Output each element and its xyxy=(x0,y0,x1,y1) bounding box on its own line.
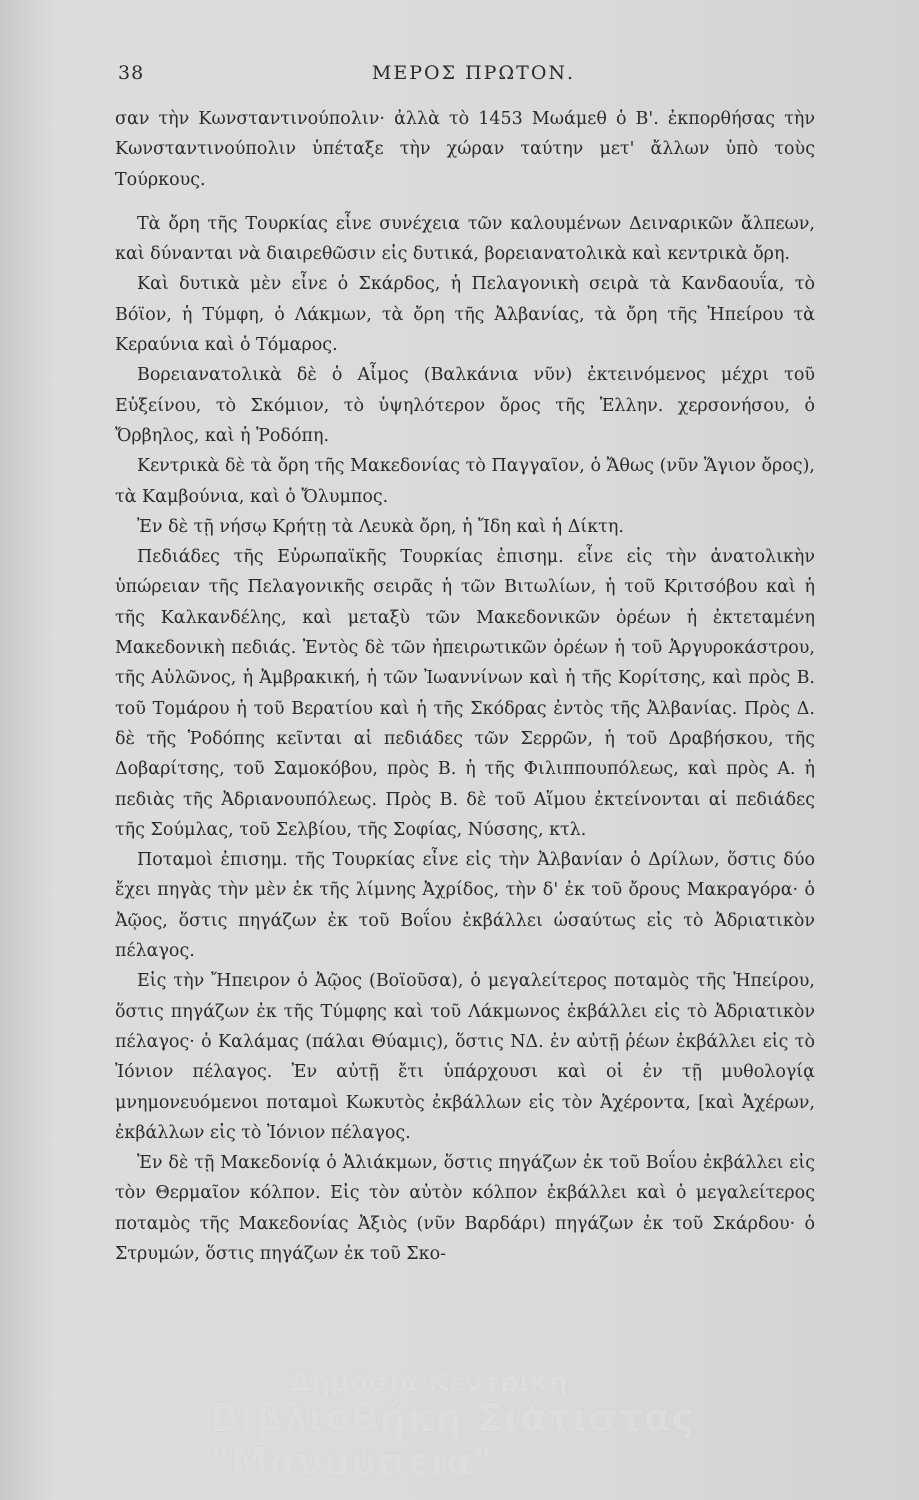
page-header xyxy=(118,62,829,92)
paragraph-crete-mountains: Ἐν δὲ τῇ νήσῳ Κρήτῃ τὰ Λευκὰ ὄρη, ἡ Ἴδη καὶ ἡ Δίκτη. xyxy=(137,516,624,537)
paragraph-plains: Πεδιάδες τῆς Εὐρωπαϊκῆς Τουρκίας ἐπισημ. εἶνε εἰς τὴν ἀνατολικὴν ὑπώρειαν τῆς Πελαγονικῆς σειρᾶς ἡ τῶν Βιτωλίων, ἡ τοῦ Κριτσόβου καὶ ἡ τῆς Καλκανδέλης, καὶ μεταξὺ τῶν Μακεδονικῶν ὀρέων ἡ ἐκτεταμένη Μακεδονικὴ πεδιάς. Ἐντὸς δὲ τῶν ἠπειρωτικῶν ὀρέων ἡ τοῦ Ἀργυροκάστρου, τῆς Αὐλῶνος, ἡ Ἀμβρακική, ἡ τῶν Ἰωαννίνων καὶ ἡ τῆς Κορίτσης, καὶ πρὸς Β. τοῦ Τομάρου ἡ τοῦ Βερατίου καὶ ἡ τῆς Σκόδρας ἐντὸς τῆς Ἀλβανίας. Πρὸς Δ. δὲ τῆς Ῥοδόπης κεῖνται αἱ πεδιάδες τῶν Σερρῶν, ἡ τοῦ Δραβήσκου, τῆς Δοβαρίτσης, τοῦ Σαμοκόβου, πρὸς Β. ἡ τῆς Φιλιππουπόλεως, καὶ πρὸς Α. ἡ πεδιὰς τῆς Ἀδριανουπόλεως. Πρὸς Β. δὲ τοῦ Αἵμου ἐκτείνονται αἱ πεδιάδες τῆς Σούμλας, τοῦ Σελβίου, τῆς Σοφίας, Νύσσης, κτλ. xyxy=(115,547,815,840)
page-number: 38 xyxy=(118,62,145,84)
paragraph-mountains-intro: Τὰ ὄρη τῆς Τουρκίας εἶνε συνέχεια τῶν καλουμένων Δειναρικῶν ἄλπεων, καὶ δύνανται νὰ διαιρεθῶσιν εἰς δυτικά, βορειανατολικὰ καὶ κεντρικὰ ὄρη. xyxy=(115,213,815,265)
paragraph-western-mountains: Καὶ δυτικὰ μὲν εἶνε ὁ Σκάρδος, ἡ Πελαγονικὴ σειρὰ τὰ Κανδαουΐα, τὸ Βόϊον, ἡ Τύμφη, ὁ Λάκμων, τὰ ὄρη τῆς Ἀλβανίας, τὰ ὄρη τῆς Ἠπείρου τὰ Κεραύνια καὶ ὁ Τόμαρος. xyxy=(115,274,815,356)
paragraph-northeastern-mountains: Βορειανατολικὰ δὲ ὁ Αἶμος (Βαλκάνια νῦν) ἐκτεινόμενος μέχρι τοῦ Εὐξείνου, τὸ Σκόμιον, τὸ ὑψηλότερον ὄρος τῆς Ἑλλην. χερσονήσου, ὁ Ὄρβηλος, καὶ ἡ Ῥοδόπη. xyxy=(115,365,815,446)
library-watermark-line2: Βιβλιοθήκη Σιάτιστας "Μανούσεια" xyxy=(210,1396,695,1484)
page-body xyxy=(115,104,815,1269)
paragraph-continuation: σαν τὴν Κωνσταντινούπολιν· ἀλλὰ τὸ 1453 Μωάμεθ ὁ Β'. ἐκπορθήσας τὴν Κωνσταντινούπολιν ὑπέταξε τὴν χώραν ταύτην μετ' ἄλλων ὑπὸ τοὺς Τούρκους. xyxy=(115,109,815,190)
paragraph-rivers-epirus: Εἰς τὴν Ἤπειρον ὁ Ἀῷος (Βοϊοῦσα), ὁ μεγαλείτερος ποταμὸς τῆς Ἠπείρου, ὅστις πηγάζων ἐκ τῆς Τύμφης καὶ τοῦ Λάκμωνος ἐκβάλλει εἰς τὸ Ἀδριατικὸν πέλαγος· ὁ Καλάμας (πάλαι Θύαμις), ὅστις ΝΔ. ἐν αὐτῇ ῥέων ἐκβάλλει εἰς τὸ Ἰόνιον πέλαγος. Ἐν αὐτῇ ἔτι ὑπάρχουσι καὶ οἱ ἐν τῇ μυθολογίᾳ μνημονευόμενοι ποταμοὶ Κωκυτὸς ἐκβάλλων εἰς τὸν Ἀχέροντα, [καὶ Ἀχέρων, ἐκβάλλων εἰς τὸ Ἰόνιον πέλαγος. xyxy=(115,971,815,1143)
paragraph-central-mountains: Κεντρικὰ δὲ τὰ ὄρη τῆς Μακεδονίας τὸ Παγγαῖον, ὁ Ἄθως (νῦν Ἅγιον ὄρος), τὰ Καμβούνια, καὶ ὁ Ὄλυμπος. xyxy=(115,456,815,507)
library-watermark-line1: Δημόσια Κεντρική xyxy=(290,1367,568,1398)
paragraph-rivers-macedonia: Ἐν δὲ τῇ Μακεδονίᾳ ὁ Ἀλιάκμων, ὅστις πηγάζων ἐκ τοῦ Βοΐου ἐκβάλλει εἰς τὸν Θερμαῖον κόλπον. Εἰς τὸν αὐτὸν κόλπον ἐκβάλλει καὶ ὁ μεγαλείτερος ποταμὸς τῆς Μακεδονίας Ἀξιὸς (νῦν Βαρδάρι) πηγάζων ἐκ τοῦ Σκάρδου· ὁ Στρυμών, ὅστις πηγάζων ἐκ τοῦ Σκο- xyxy=(115,1153,815,1264)
paragraph-rivers-albania: Ποταμοὶ ἐπισημ. τῆς Τουρκίας εἶνε εἰς τὴν Ἀλβανίαν ὁ Δρίλων, ὅστις δύο ἔχει πηγὰς τὴν μὲν ἐκ τῆς λίμνης Ἀχρίδος, τὴν δ' ἐκ τοῦ ὄρους Μακραγόρα· ὁ Ἀῷος, ὅστις πηγάζων ἐκ τοῦ Βοΐου ἐκβάλλει ὡσαύτως εἰς τὸ Ἀδριατικὸν πέλαγος. xyxy=(115,850,815,962)
running-title: ΜΕΡΟΣ ΠΡΩΤΟΝ. xyxy=(371,62,576,84)
